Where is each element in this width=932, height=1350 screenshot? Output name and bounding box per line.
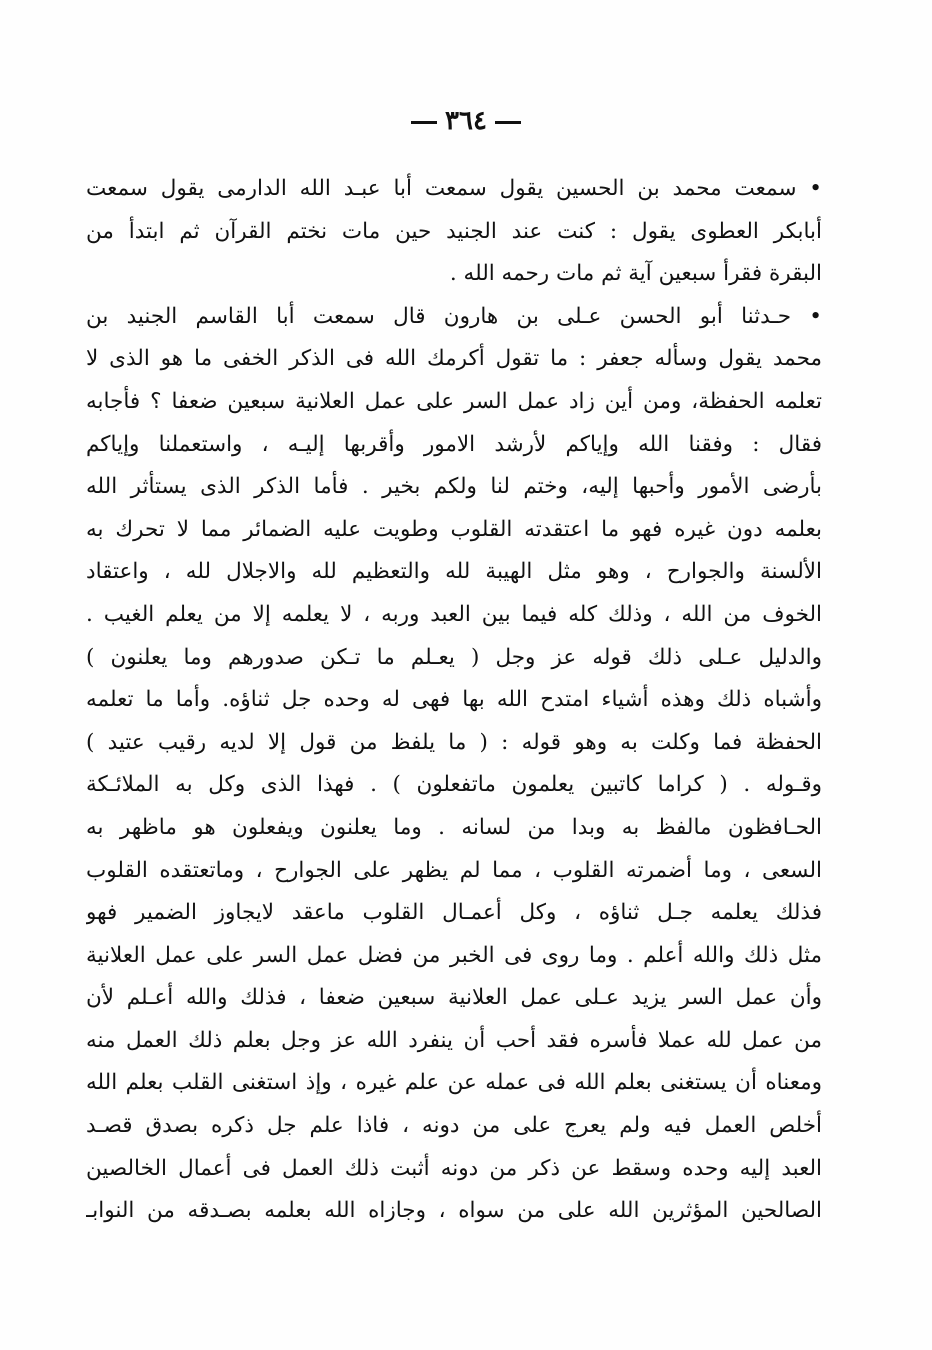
text-line: البقرة فقرأ سبعين آية ثم مات رحمه الله . <box>449 261 822 287</box>
paragraph-2 <box>86 296 822 1233</box>
text-line: محمد يقول وسأله جعفر : ما تقول أكرمك الله فى الذكر الخفى ما هو الذى لا <box>86 346 822 372</box>
text-line: الألسنة والجوارح ، وهو مثل الهيبة لله والتعظيم لله والاجلال لله ، واعتقاد <box>86 559 822 585</box>
page-number-dash-left <box>411 121 437 124</box>
text-line: والدليل عـلى ذلك قوله عز وجل ( يعـلم ما تـكن صدورهم وما يعلنون ) <box>86 644 822 670</box>
text-line: الخوف من الله ، وذلك كله فيما بين العبد وربه ، لا يعلمه إلا من يعلم الغيب . <box>86 601 822 627</box>
text-line: • حـدثنا أبو الحسن عـلى بن هارون قال سمعت أبا القاسم الجنيد بن <box>86 303 822 329</box>
text-line: فذلك يعلمه جـل ثناؤه ، وكل أعمـال القلوب ماعقد لايجاوز الضمير فهو <box>86 900 822 926</box>
text-line: أخلص العمل فيه ولم يعرج على من دونه ، فاذا علم جل ذكره بصدق قصـد <box>86 1113 822 1139</box>
text-line: أبابكر العطوى يقول : كنت عند الجنيد حين مات نختم القرآن ثم ابتدأ من <box>86 218 822 244</box>
text-line: ومعناه أن يستغنى بعلم الله فى عمله عن علم غيره ، وإذ استغنى القلب بعلم الله <box>86 1070 822 1096</box>
text-line: وأشباه ذلك وهذه أشياء امتدح الله بها فهى له وحده جل ثناؤه. وأما ما تعلمه <box>86 687 822 713</box>
text-line: وقـوله . ( كراما كاتبين يعلمون ماتفعلون ) . فهذا الذى وكل به الملائـكة <box>86 772 822 798</box>
text-line: من عمل لله عملا فأسره فقد أحب أن ينفرد الله عز وجل بعلم ذلك العمل منه <box>86 1027 822 1053</box>
text-line: تعلمه الحفظة، ومن أين زاد عمل السر على عمل العلانية سبعين ضعفا ؟ فأجابه <box>86 388 822 414</box>
text-line: الحـافظون مالفظ به وبدا من لسانه . وما يعلنون ويفعلون هو ماظهر به <box>86 814 822 840</box>
text-line: الصالحين المؤثرين الله على من سواه ، وجازاه الله بعلمه بصـدقه من النوابـ <box>86 1198 822 1224</box>
text-line: العبد إليه وحده وسقط عن ذكر من دونه أثبت ذلك العمل فى أعمال الخالصين <box>86 1155 822 1181</box>
text-line: السعى ، وما أضمرته القلوب ، مما لم يظهر على الجوارح ، وماتعتقده القلوب <box>86 857 822 883</box>
page-number-dash-right <box>495 121 521 124</box>
paragraph-1 <box>86 168 822 296</box>
page-number <box>0 106 932 136</box>
page-number-text: ٣٦٤ <box>445 106 487 136</box>
text-line: وأن عمل السر يزيد عـلى عمل العلانية سبعين ضعفا ، فذلك والله أعـلم لأن <box>86 985 822 1011</box>
text-line: بعلمه دون غيره فهو ما اعتقدته القلوب وطويت عليه الضمائر مما لا تحرك به <box>86 516 822 542</box>
text-line: • سمعت محمد بن الحسين يقول سمعت أبا عبـد الله الدارمى يقول سمعت <box>86 176 822 201</box>
text-line: مثل ذلك والله أعلم . وما روى فى الخبر من فضل عمل السر على عمل العلانية <box>86 942 822 968</box>
text-line: بأرضى الأمور وأحبها إليه، وختم لنا ولكم بخير . فأما الذكر الذى يستأثر الله <box>86 474 822 500</box>
text-line: فقال : وفقنا الله وإياكم لأرشد الامور وأقربها إليـه ، واستعملنا وإياكم <box>86 431 822 457</box>
text-line: الحفظة فما وكلت به وهو قوله : ( ما يلفظ من قول إلا لديه رقيب عتيد ) <box>86 729 822 755</box>
body-text <box>86 168 822 1233</box>
